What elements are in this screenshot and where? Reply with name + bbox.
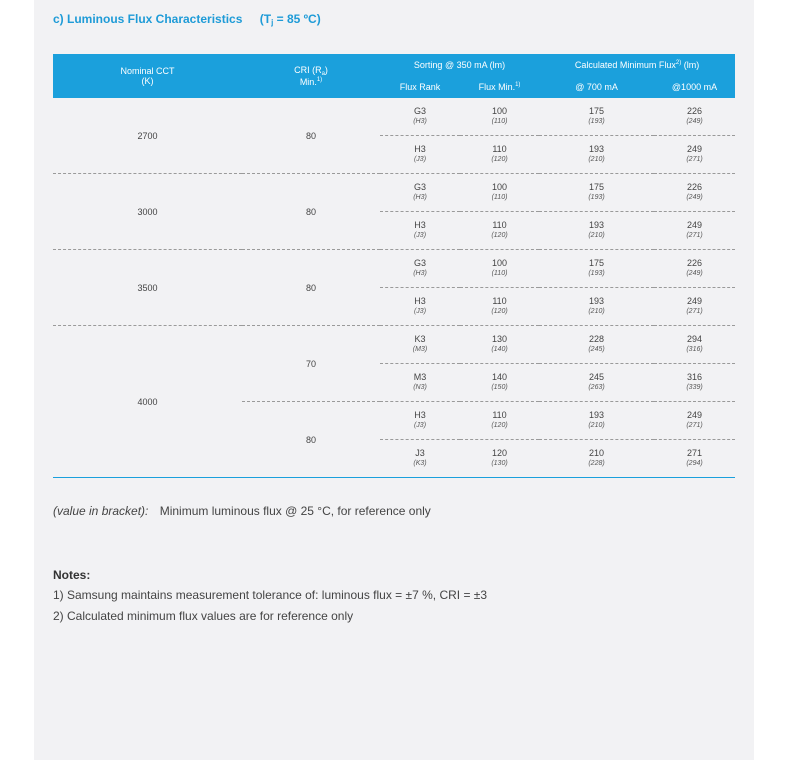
header-flux-rank: Flux Rank — [380, 76, 460, 98]
header-at-700ma: @ 700 mA — [539, 76, 654, 98]
datasheet-page — [34, 0, 754, 760]
flux-min-cell: 110 (120) — [460, 402, 539, 440]
flux-min-cell: 140 (150) — [460, 364, 539, 402]
cct-cell: 3500 — [53, 250, 242, 326]
flux-rank-cell: G3 (H3) — [380, 250, 460, 288]
cct-cell: 2700 — [137, 130, 158, 141]
header-flux-min: Flux Min.$^{1)}$ — [460, 76, 539, 98]
section-label: c) Luminous Flux Characteristics — [53, 12, 243, 26]
flux-700-cell: 175 (193) — [539, 174, 654, 212]
note-item: 2) Calculated minimum flux values are for reference only — [53, 609, 354, 623]
table-row — [53, 98, 735, 136]
cri-cell: 80 — [242, 174, 380, 250]
cri-cell: 80 — [242, 402, 380, 478]
flux-1000-cell: 271 (294) — [654, 440, 735, 478]
flux-1000-cell: 249 (271) — [654, 288, 735, 326]
flux-700-cell: 193 (210) — [539, 288, 654, 326]
flux-700-cell: 210 (228) — [539, 440, 654, 478]
flux-1000-cell: 316 (339) — [654, 364, 735, 402]
flux-1000-cell: 226 (249) — [654, 250, 735, 288]
flux-rank-cell: H3 (J3) — [380, 212, 460, 250]
table-row — [53, 326, 735, 364]
bracket-note — [53, 504, 431, 518]
flux-min-cell: 100 (110) — [460, 250, 539, 288]
cri-cell: 80 — [305, 130, 316, 141]
note-item: 1) Samsung maintains measurement tolerance of: luminous flux = ±7 %, CRI = ±3 — [53, 588, 488, 602]
flux-1000-cell: 249 (271) — [654, 402, 735, 440]
header-cri-min: CRI $(R_a)$ Min.$^{1)}$ — [242, 54, 380, 98]
flux-700-cell: 193 (210) — [539, 136, 654, 174]
flux-min-cell: 100 (110) — [460, 174, 539, 212]
flux-700-cell: 245 (263) — [539, 364, 654, 402]
luminous-flux-table — [53, 54, 735, 478]
flux-rank-cell: G3 (H3) — [413, 106, 427, 125]
section-title — [53, 12, 321, 27]
table-row — [53, 174, 735, 212]
flux-1000-cell: 226 (249) — [654, 174, 735, 212]
flux-700-cell: 193 (210) — [539, 402, 654, 440]
flux-1000-cell: 249 (271) — [654, 136, 735, 174]
table-row — [53, 250, 735, 288]
flux-rank-cell: H3 (J3) — [380, 402, 460, 440]
flux-1000-cell: 249 (271) — [654, 212, 735, 250]
cri-cell: 70 — [242, 326, 380, 402]
flux-rank-cell: G3 (H3) — [380, 174, 460, 212]
notes-title: Notes: — [53, 568, 91, 582]
bracket-note-text: Minimum luminous flux @ 25 °C, for reference only — [159, 504, 431, 518]
cri-cell: 80 — [242, 250, 380, 326]
header-at-1000ma: @1000 mA — [654, 76, 735, 98]
bracket-note-label: (value in bracket): — [53, 504, 149, 518]
flux-min-cell: 130 (140) — [460, 326, 539, 364]
flux-rank-cell: K3 (M3) — [380, 326, 460, 364]
flux-rank-cell: H3 (J3) — [380, 136, 460, 174]
flux-min-cell: 120 (130) — [460, 440, 539, 478]
junction-temperature-condition: ($T_j = 85$ ºC) — [259, 12, 321, 27]
flux-rank-cell: J3 (K3) — [380, 440, 460, 478]
header-nominal-cct: Nominal CCT (K) — [53, 54, 242, 98]
flux-rank-cell: H3 (J3) — [380, 288, 460, 326]
flux-min-cell: 110 (120) — [460, 288, 539, 326]
cct-cell: 4000 — [53, 326, 242, 478]
flux-rank-cell: M3 (N3) — [380, 364, 460, 402]
flux-min-cell: 110 (120) — [460, 212, 539, 250]
flux-min-cell: 100 (110) — [491, 106, 508, 125]
flux-700-cell: 228 (245) — [539, 326, 654, 364]
flux-1000-cell: 226 (249) — [686, 106, 703, 125]
header-sorting: Sorting @ 350 mA (lm) — [380, 54, 539, 76]
flux-1000-cell: 294 (316) — [654, 326, 735, 364]
flux-min-cell: 110 (120) — [460, 136, 539, 174]
flux-700-cell: 175 (193) — [588, 106, 605, 125]
flux-700-cell: 175 (193) — [539, 250, 654, 288]
header-calculated-min-flux: Calculated Minimum Flux$^{2)}$ (lm) — [539, 54, 735, 76]
cct-cell: 3000 — [53, 174, 242, 250]
flux-700-cell: 193 (210) — [539, 212, 654, 250]
